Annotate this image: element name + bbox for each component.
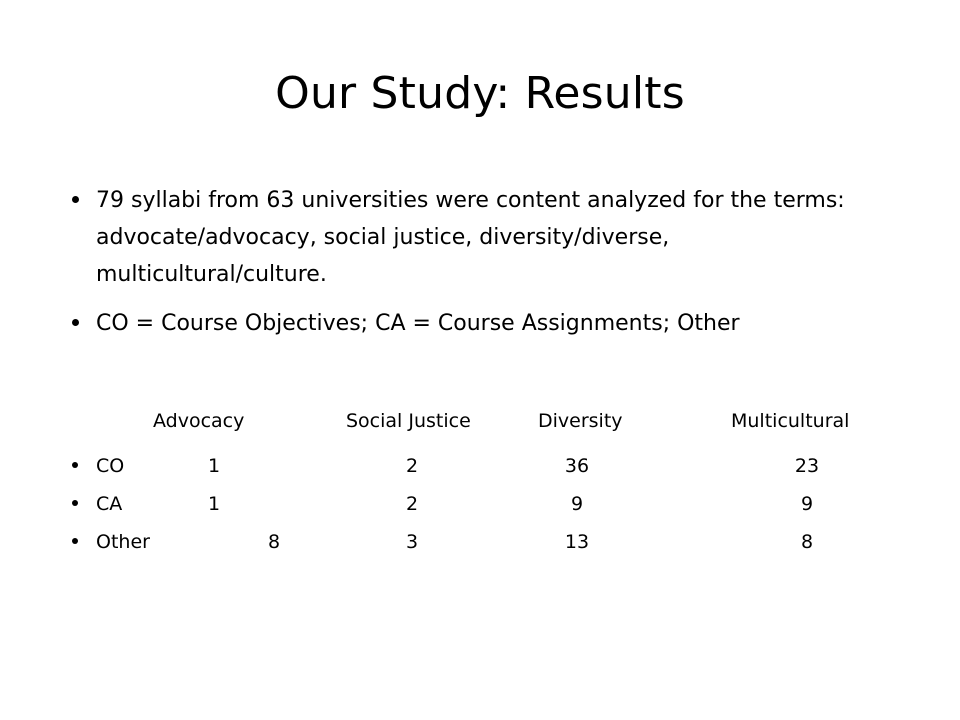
bullet-dot-icon	[72, 319, 79, 326]
table-header-multicultural: Multicultural	[731, 410, 850, 432]
cell-advocacy: 8	[267, 531, 281, 553]
table-row	[72, 528, 852, 556]
bullet-text: CO = Course Objectives; CA = Course Assignments; Other	[96, 311, 740, 336]
cell-social-justice: 2	[405, 493, 419, 515]
cell-multicultural: 23	[794, 455, 820, 477]
cell-diversity: 13	[564, 531, 590, 553]
table-header-social-justice: Social Justice	[346, 410, 471, 432]
row-label: CO	[96, 455, 125, 477]
cell-advocacy: 1	[207, 493, 221, 515]
cell-advocacy: 1	[207, 455, 221, 477]
slide-title: Our Study: Results	[275, 68, 685, 119]
cell-diversity: 9	[570, 493, 584, 515]
bullet-dot-icon	[72, 500, 78, 506]
cell-multicultural: 9	[800, 493, 814, 515]
bullet-item	[72, 182, 882, 293]
bullet-item	[72, 305, 882, 342]
row-label: CA	[96, 493, 123, 515]
bullet-list	[72, 182, 882, 354]
bullet-dot-icon	[72, 462, 78, 468]
table-header-diversity: Diversity	[538, 410, 623, 432]
table-header-advocacy: Advocacy	[153, 410, 245, 432]
bullet-dot-icon	[72, 538, 78, 544]
table-row	[72, 452, 852, 480]
bullet-dot-icon	[72, 196, 79, 203]
cell-multicultural: 8	[800, 531, 814, 553]
table-row	[72, 490, 852, 518]
bullet-text: 79 syllabi from 63 universities were content analyzed for the terms: advocate/advocacy, social justice, diversity/diverse, multicultural/culture.	[96, 188, 845, 287]
cell-diversity: 36	[564, 455, 590, 477]
cell-social-justice: 3	[405, 531, 419, 553]
row-label: Other	[96, 531, 150, 553]
cell-social-justice: 2	[405, 455, 419, 477]
